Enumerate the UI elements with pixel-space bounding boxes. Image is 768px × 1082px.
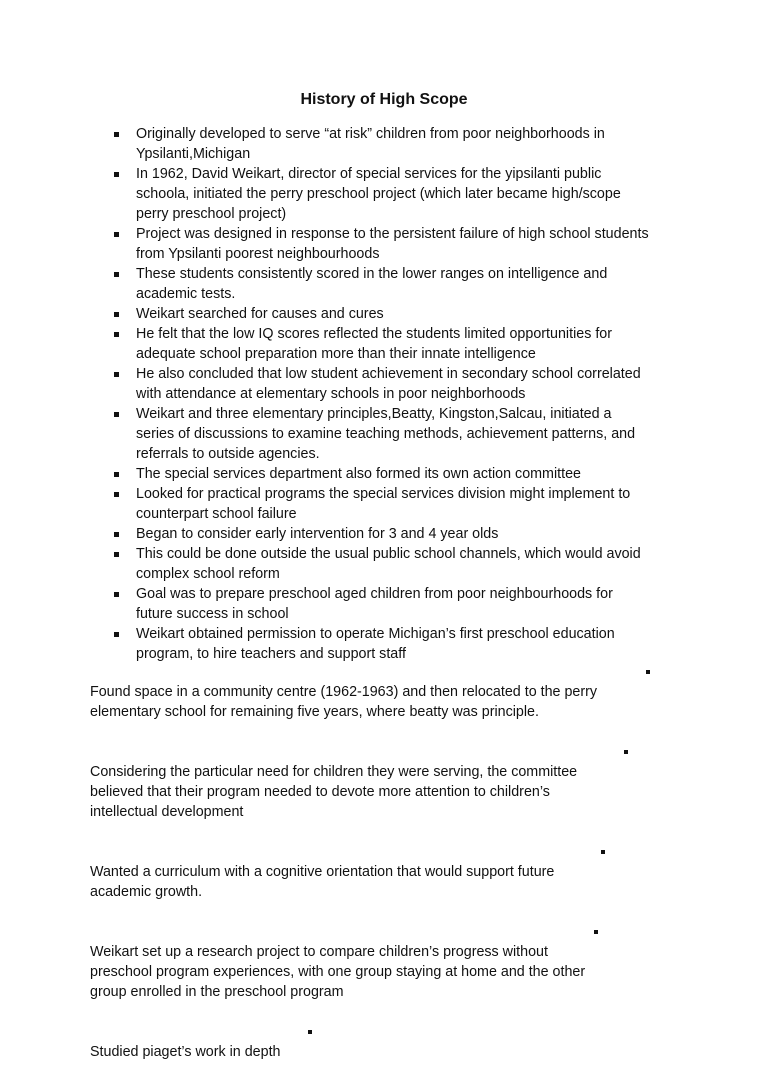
square-bullet-icon — [308, 1030, 312, 1034]
list-item-text: Found space in a community centre (1962-1963) and then relocated to the perry elementary school for remaining five years, where beatty was principle. — [90, 684, 598, 720]
list-item — [113, 164, 693, 224]
square-bullet-icon — [114, 372, 119, 377]
list-item — [90, 742, 670, 842]
square-bullet-icon — [114, 632, 119, 637]
list-item-text: Weikart obtained permission to operate Michigan’s first preschool education program, to hire teachers and support staff — [136, 626, 615, 662]
square-bullet-icon — [114, 592, 119, 597]
square-bullet-icon — [114, 492, 119, 497]
square-bullet-icon — [114, 232, 119, 237]
list-item-text: Considering the particular need for children they were serving, the committee believed that their program needed to devote more attention to children’s intellectual development — [90, 764, 578, 820]
list-item — [113, 224, 693, 264]
list-item-text: In 1962, David Weikart, director of special services for the yipsilanti public schoola, initiated the perry preschool project (which later became high/scope perry preschool project) — [136, 166, 621, 222]
list-item — [90, 842, 670, 922]
list-item-text: Weikart set up a research project to compare children’s progress without preschool program experiences, with one group staying at home and the other group enrolled in the preschool program — [90, 944, 586, 1000]
square-bullet-icon — [114, 172, 119, 177]
list-item-text: He also concluded that low student achievement in secondary school correlated with attendance at elementary schools in poor neighborhoods — [136, 366, 641, 402]
list-item-text: Wanted a curriculum with a cognitive orientation that would support future academic growth. — [90, 864, 555, 900]
list-item-text: Weikart and three elementary principles,Beatty, Kingston,Salcau, initiated a series of discussions to examine teaching methods, achievement patterns, and referrals to outside agencies. — [136, 406, 636, 462]
list-item-text: Began to consider early intervention for 3 and 4 year olds — [136, 526, 499, 542]
list-item-text: Originally developed to serve “at risk” children from poor neighborhoods in Ypsilanti,Michigan — [136, 126, 605, 162]
square-bullet-icon — [114, 312, 119, 317]
list-item — [90, 662, 670, 742]
list-item-text: He felt that the low IQ scores reflected the students limited opportunities for adequate school preparation more than their innate intelligence — [136, 326, 613, 362]
list-item-text: The special services department also formed its own action committee — [136, 466, 581, 482]
square-bullet-icon — [601, 850, 605, 854]
list-item — [113, 464, 693, 484]
square-bullet-icon — [594, 930, 598, 934]
square-bullet-icon — [114, 532, 119, 537]
list-item — [113, 324, 693, 364]
square-bullet-icon — [114, 332, 119, 337]
list-item — [113, 524, 693, 544]
square-bullet-icon — [624, 750, 628, 754]
list-item-text: Studied piaget’s work in depth — [90, 1044, 281, 1060]
list-item-text: This could be done outside the usual public school channels, which would avoid complex school reform — [136, 546, 641, 582]
list-item — [90, 922, 670, 1022]
list-item-text: Looked for practical programs the special services division might implement to counterpart school failure — [136, 486, 631, 522]
list-item — [113, 484, 693, 524]
bullet-list — [113, 124, 693, 664]
square-bullet-icon — [114, 472, 119, 477]
list-item — [113, 584, 693, 624]
list-item-text: Goal was to prepare preschool aged children from poor neighbourhoods for future success in school — [136, 586, 613, 622]
list-item — [113, 624, 693, 664]
square-bullet-icon — [646, 670, 650, 674]
square-bullet-icon — [114, 272, 119, 277]
list-item — [113, 544, 693, 584]
list-item — [113, 404, 693, 464]
list-item — [113, 304, 693, 324]
square-bullet-icon — [114, 132, 119, 137]
list-item-text: Weikart searched for causes and cures — [136, 306, 384, 322]
square-bullet-icon — [114, 552, 119, 557]
misaligned-bullet-list — [90, 662, 670, 1082]
list-item — [90, 1022, 670, 1082]
square-bullet-icon — [114, 412, 119, 417]
page-title: History of High Scope — [300, 91, 468, 108]
list-item-text: Project was designed in response to the persistent failure of high school students from Ypsilanti poorest neighbourhoods — [136, 226, 649, 262]
list-item-text: These students consistently scored in the lower ranges on intelligence and academic tests. — [136, 266, 608, 302]
list-item — [113, 264, 693, 304]
list-item — [113, 364, 693, 404]
list-item — [113, 124, 693, 164]
